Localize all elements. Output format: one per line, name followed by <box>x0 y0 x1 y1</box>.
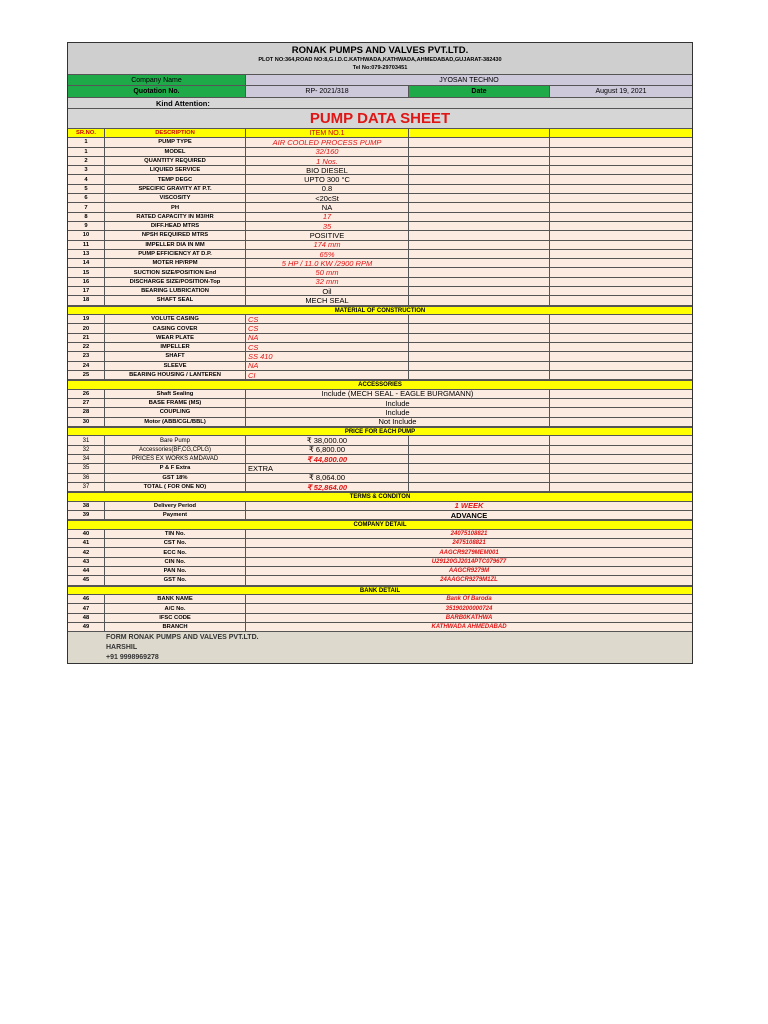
value-cell: MECH SEAL <box>246 296 409 304</box>
description-cell: SHAFT SEAL <box>105 296 246 304</box>
empty-cell <box>550 334 692 342</box>
srno-cell: 15 <box>68 268 105 276</box>
srno-cell: 1 <box>68 138 105 146</box>
description-cell: BRANCH <box>105 623 246 631</box>
srno-cell: 4 <box>68 175 105 183</box>
company-detail-row <box>68 539 692 548</box>
srno-cell: 43 <box>68 558 105 566</box>
price-section-title: PRICE FOR EACH PUMP <box>68 427 692 437</box>
price-value-cell: ₹ 8,064.00 <box>246 474 409 482</box>
empty-cell <box>550 203 692 211</box>
empty-cell <box>550 148 692 156</box>
empty-cell <box>550 213 692 221</box>
date-value: August 19, 2021 <box>550 86 692 97</box>
value-cell: 50 mm <box>246 268 409 276</box>
empty-cell <box>409 194 550 202</box>
empty-cell <box>550 418 692 426</box>
description-cell: Shaft Sealing <box>105 390 246 398</box>
srno-cell: 24 <box>68 362 105 370</box>
detail-value-cell: 24AAGCR9279M1ZL <box>440 577 498 584</box>
description-cell: ECC No. <box>105 548 246 556</box>
company-detail-row <box>68 558 692 567</box>
empty-cell <box>550 362 692 370</box>
bank-detail-row <box>68 604 692 613</box>
spec-row <box>68 203 692 212</box>
spec-row <box>68 278 692 287</box>
value-cell: Include <box>246 408 550 416</box>
price-row <box>68 464 692 473</box>
value-cell: NA <box>246 203 409 211</box>
spec-row <box>68 231 692 240</box>
moc-section-title: MATERIAL OF CONSTRUCTION <box>68 306 692 316</box>
srno-cell: 36 <box>68 474 105 482</box>
bank-detail-row <box>68 614 692 623</box>
empty-cell <box>409 259 550 267</box>
value-cell: NA <box>246 362 409 370</box>
moc-row <box>68 324 692 333</box>
empty-cell <box>409 287 550 295</box>
company-tel: Tel No:079-29703451 <box>352 65 408 71</box>
company-detail-row <box>68 548 692 557</box>
srno-cell: 8 <box>68 213 105 221</box>
description-cell: Delivery Period <box>105 502 246 510</box>
empty-cell <box>409 352 550 360</box>
description-cell: PRICES EX WORKS AMDAVAD <box>105 455 246 463</box>
description-cell: PH <box>105 203 246 211</box>
terms-value-cell: ADVANCE <box>450 510 488 520</box>
footer <box>68 632 692 663</box>
value-cell: Include <box>246 399 550 407</box>
terms-row <box>68 502 692 511</box>
description-cell: PUMP TYPE <box>105 138 246 146</box>
empty-cell <box>550 343 692 351</box>
item-header: ITEM NO.1 <box>246 129 409 137</box>
detail-value-cell: U29120GJ2014PTC079677 <box>431 558 507 565</box>
accessory-row <box>68 418 692 427</box>
empty-cell <box>409 362 550 370</box>
pump-data-sheet <box>67 42 693 664</box>
value-cell: 65% <box>246 250 409 258</box>
column-header-row <box>68 129 692 138</box>
description-cell: PUMP EFFICIENCY AT D.P. <box>105 250 246 258</box>
srno-cell: 22 <box>68 343 105 351</box>
spec-row <box>68 287 692 296</box>
empty-cell <box>550 175 692 183</box>
empty-cell <box>409 464 550 472</box>
company-name-value: JYOSAN TECHNO <box>246 75 692 85</box>
value-cell: AIR COOLED PROCESS PUMP <box>246 138 409 146</box>
description-cell: QUANTITY REQUIRED <box>105 157 246 165</box>
empty-cell <box>550 166 692 174</box>
moc-row <box>68 352 692 361</box>
bank-detail-rows <box>68 595 692 632</box>
empty-cell <box>550 446 692 454</box>
srno-cell: 7 <box>68 203 105 211</box>
empty-cell <box>409 203 550 211</box>
empty-cell <box>550 268 692 276</box>
accessory-row <box>68 408 692 417</box>
empty-cell <box>409 315 550 323</box>
description-cell: BEARING HOUSING / LANTEREN <box>105 371 246 379</box>
bank-detail-row <box>68 623 692 632</box>
price-value-cell: EXTRA <box>246 464 409 472</box>
terms-section-title: TERMS & CONDITON <box>68 492 692 502</box>
srno-cell: 5 <box>68 185 105 193</box>
spec-row <box>68 241 692 250</box>
spec-row <box>68 138 692 147</box>
srno-cell: 45 <box>68 576 105 584</box>
empty-cell <box>409 483 550 491</box>
spec-row <box>68 222 692 231</box>
srno-cell: 27 <box>68 399 105 407</box>
company-detail-rows <box>68 530 692 586</box>
srno-cell: 2 <box>68 157 105 165</box>
company-name-row <box>68 75 692 86</box>
empty-cell <box>550 324 692 332</box>
spec-row <box>68 250 692 259</box>
empty-cell <box>550 371 692 379</box>
moc-row <box>68 371 692 380</box>
empty-cell <box>550 408 692 416</box>
srno-cell: 26 <box>68 390 105 398</box>
empty-cell <box>409 371 550 379</box>
srno-cell: 3 <box>68 166 105 174</box>
detail-value-cell: AAGCR9279M <box>448 568 490 575</box>
spec-row <box>68 259 692 268</box>
description-cell: BANK NAME <box>105 595 246 603</box>
srno-cell: 35 <box>68 464 105 472</box>
footer-phone: +91 9998969278 <box>106 654 159 662</box>
empty-cell <box>409 250 550 258</box>
empty-cell <box>409 474 550 482</box>
description-cell: BASE FRAME (MS) <box>105 399 246 407</box>
company-detail-section-title: COMPANY DETAIL <box>68 520 692 530</box>
value-cell: 5 HP / 11.0 KW /2900 RPM <box>246 259 409 267</box>
spec-row <box>68 166 692 175</box>
description-cell: CST No. <box>105 539 246 547</box>
srno-cell: 31 <box>68 436 105 444</box>
srno-cell: 9 <box>68 222 105 230</box>
quotation-value: RP- 2021/318 <box>246 86 409 97</box>
description-cell: RATED CAPACITY IN M3/HR <box>105 213 246 221</box>
value-cell: 174 mm <box>246 241 409 249</box>
empty-cell <box>409 278 550 286</box>
empty-cell <box>550 483 692 491</box>
empty-cell <box>409 231 550 239</box>
price-row <box>68 446 692 455</box>
srno-cell: 1 <box>68 148 105 156</box>
detail-value-cell: 24075108821 <box>450 530 488 537</box>
srno-cell: 21 <box>68 334 105 342</box>
spec-row <box>68 213 692 222</box>
empty-cell <box>409 213 550 221</box>
empty-cell <box>550 138 692 146</box>
description-cell: TOTAL ( FOR ONE NO) <box>105 483 246 491</box>
description-cell: NPSH REQUIRED MTRS <box>105 231 246 239</box>
description-cell: P & F Extra <box>105 464 246 472</box>
empty-cell <box>550 464 692 472</box>
price-value-cell: ₹ 6,800.00 <box>246 446 409 454</box>
spec-row <box>68 148 692 157</box>
description-cell: CIN No. <box>105 558 246 566</box>
empty-cell <box>550 222 692 230</box>
empty-cell <box>409 324 550 332</box>
accessory-row <box>68 399 692 408</box>
company-name: RONAK PUMPS AND VALVES PVT.LTD. <box>291 45 469 56</box>
description-cell: COUPLING <box>105 408 246 416</box>
moc-rows <box>68 315 692 380</box>
description-cell: IMPELLER DIA IN MM <box>105 241 246 249</box>
empty-cell <box>409 241 550 249</box>
description-cell: Motor (ABB/CGL/BBL) <box>105 418 246 426</box>
company-address: PLOT NO:364,ROAD NO:8,G.I.D.C.KATHWADA,KATHWADA,AHMEDABAD,GUJARAT-382430 <box>258 57 502 63</box>
description-cell: DIFF.HEAD MTRS <box>105 222 246 230</box>
srno-cell: 34 <box>68 455 105 463</box>
empty-cell <box>409 185 550 193</box>
footer-company: FORM RONAK PUMPS AND VALVES PVT.LTD. <box>106 634 259 642</box>
value-cell: SS 410 <box>246 352 409 360</box>
empty-cell <box>550 352 692 360</box>
price-row <box>68 455 692 464</box>
company-detail-row <box>68 530 692 539</box>
empty-cell <box>550 278 692 286</box>
empty-cell <box>409 334 550 342</box>
srno-header: SR.NO. <box>68 129 105 137</box>
terms-row <box>68 511 692 520</box>
srno-cell: 28 <box>68 408 105 416</box>
description-header: DESCRIPTION <box>105 129 246 137</box>
description-cell: Accessories(BF,CG,CPLG) <box>105 446 246 454</box>
empty-cell <box>550 315 692 323</box>
kind-attention: Kind Attention: <box>68 98 692 109</box>
value-cell: 1 Nos. <box>246 157 409 165</box>
price-row <box>68 474 692 483</box>
description-cell: MODEL <box>105 148 246 156</box>
accessory-row <box>68 390 692 399</box>
srno-cell: 37 <box>68 483 105 491</box>
srno-cell: 16 <box>68 278 105 286</box>
price-value-cell: ₹ 52,864.00 <box>246 483 409 491</box>
description-cell: GST 18% <box>105 474 246 482</box>
date-label: Date <box>409 86 550 97</box>
value-cell: CS <box>246 343 409 351</box>
srno-cell: 18 <box>68 296 105 304</box>
description-cell: Bare Pump <box>105 436 246 444</box>
price-value-cell: ₹ 44,800.00 <box>246 455 409 463</box>
value-cell: NA <box>246 334 409 342</box>
description-cell: GST No. <box>105 576 246 584</box>
price-row <box>68 436 692 445</box>
detail-value-cell: BARB0KATHWA <box>445 614 493 621</box>
empty-cell <box>409 175 550 183</box>
description-cell: VISCOSITY <box>105 194 246 202</box>
sheet-title: PUMP DATA SHEET <box>68 109 692 129</box>
value-cell: 17 <box>246 213 409 221</box>
empty-cell <box>409 157 550 165</box>
srno-cell: 38 <box>68 502 105 510</box>
detail-value-cell: KATHWADA AHMEDABAD <box>431 624 507 631</box>
company-header <box>68 43 692 75</box>
price-value-cell: ₹ 38,000.00 <box>246 436 409 444</box>
empty-cell <box>409 148 550 156</box>
quotation-row <box>68 86 692 98</box>
empty-cell <box>409 436 550 444</box>
value-cell: 32 mm <box>246 278 409 286</box>
empty-cell <box>550 287 692 295</box>
spec-row <box>68 157 692 166</box>
accessories-rows <box>68 390 692 427</box>
srno-cell: 48 <box>68 614 105 622</box>
value-cell: CS <box>246 324 409 332</box>
description-cell: PAN No. <box>105 567 246 575</box>
empty-cell <box>550 390 692 398</box>
empty-cell <box>550 436 692 444</box>
value-cell: Not Include <box>246 418 550 426</box>
description-cell: TEMP DEGC <box>105 175 246 183</box>
description-cell: BEARING LUBRICATION <box>105 287 246 295</box>
value-cell: <20cSt <box>246 194 409 202</box>
srno-cell: 42 <box>68 548 105 556</box>
empty-cell <box>550 157 692 165</box>
value-cell: CS <box>246 315 409 323</box>
value-cell: 32/160 <box>246 148 409 156</box>
value-cell: 0.8 <box>246 185 409 193</box>
moc-row <box>68 334 692 343</box>
empty-cell <box>550 296 692 304</box>
description-cell: CASING COVER <box>105 324 246 332</box>
moc-row <box>68 343 692 352</box>
srno-cell: 46 <box>68 595 105 603</box>
empty-header-cell <box>550 129 692 137</box>
price-rows <box>68 436 692 492</box>
value-cell: BIO DIESEL <box>246 166 409 174</box>
value-cell: 35 <box>246 222 409 230</box>
terms-rows <box>68 502 692 521</box>
empty-header-cell <box>409 129 550 137</box>
spec-row <box>68 296 692 305</box>
bank-detail-row <box>68 595 692 604</box>
srno-cell: 11 <box>68 241 105 249</box>
company-detail-row <box>68 576 692 585</box>
srno-cell: 41 <box>68 539 105 547</box>
empty-cell <box>550 231 692 239</box>
srno-cell: 19 <box>68 315 105 323</box>
srno-cell: 30 <box>68 418 105 426</box>
srno-cell: 40 <box>68 530 105 538</box>
empty-cell <box>409 455 550 463</box>
footer-contact-name: HARSHIL <box>106 644 138 652</box>
spec-row <box>68 194 692 203</box>
srno-cell: 13 <box>68 250 105 258</box>
description-cell: A/C No. <box>105 604 246 612</box>
empty-cell <box>550 185 692 193</box>
empty-cell <box>550 474 692 482</box>
srno-cell: 47 <box>68 604 105 612</box>
quotation-label: Quotation No. <box>68 86 246 97</box>
description-cell: TIN No. <box>105 530 246 538</box>
spec-row <box>68 185 692 194</box>
spec-rows <box>68 138 692 305</box>
description-cell: SPECIFIC GRAVITY AT P.T. <box>105 185 246 193</box>
srno-cell: 44 <box>68 567 105 575</box>
detail-value-cell: 2475108821 <box>452 540 486 547</box>
empty-cell <box>409 446 550 454</box>
detail-value-cell: Bank Of Baroda <box>446 596 492 603</box>
description-cell: VOLUTE CASING <box>105 315 246 323</box>
value-cell: POSITIVE <box>246 231 409 239</box>
empty-cell <box>409 296 550 304</box>
value-cell: CI <box>246 371 409 379</box>
empty-cell <box>550 455 692 463</box>
empty-cell <box>550 250 692 258</box>
spec-row <box>68 268 692 277</box>
company-detail-row <box>68 567 692 576</box>
srno-cell: 25 <box>68 371 105 379</box>
description-cell: IFSC CODE <box>105 614 246 622</box>
moc-row <box>68 315 692 324</box>
value-cell: UPTO 300 °C <box>246 175 409 183</box>
srno-cell: 6 <box>68 194 105 202</box>
empty-cell <box>409 222 550 230</box>
value-cell: Include (MECH SEAL - EAGLE BURGMANN) <box>246 390 550 398</box>
srno-cell: 49 <box>68 623 105 631</box>
description-cell: DISCHARGE SIZE/POSITION-Top <box>105 278 246 286</box>
description-cell: SLEEVE <box>105 362 246 370</box>
srno-cell: 14 <box>68 259 105 267</box>
empty-cell <box>550 399 692 407</box>
empty-cell <box>409 138 550 146</box>
value-cell: Oil <box>246 287 409 295</box>
srno-cell: 23 <box>68 352 105 360</box>
srno-cell: 20 <box>68 324 105 332</box>
empty-cell <box>409 343 550 351</box>
empty-cell <box>550 259 692 267</box>
description-cell: MOTER HP/RPM <box>105 259 246 267</box>
empty-cell <box>550 194 692 202</box>
spec-row <box>68 175 692 184</box>
empty-cell <box>409 268 550 276</box>
bank-detail-section-title: BANK DETAIL <box>68 586 692 596</box>
description-cell: WEAR PLATE <box>105 334 246 342</box>
detail-value-cell: 35190200000724 <box>445 605 493 612</box>
srno-cell: 39 <box>68 511 105 519</box>
company-name-label: Company Name <box>68 75 246 85</box>
description-cell: SHAFT <box>105 352 246 360</box>
description-cell: IMPELLER <box>105 343 246 351</box>
empty-cell <box>550 241 692 249</box>
accessories-section-title: ACCESSORIES <box>68 380 692 390</box>
empty-cell <box>409 166 550 174</box>
price-row <box>68 483 692 492</box>
srno-cell: 17 <box>68 287 105 295</box>
description-cell: SUCTION SIZE/POSITION End <box>105 268 246 276</box>
moc-row <box>68 362 692 371</box>
detail-value-cell: AAGCR9279MEM001 <box>439 549 499 556</box>
description-cell: Payment <box>105 511 246 519</box>
srno-cell: 32 <box>68 446 105 454</box>
srno-cell: 10 <box>68 231 105 239</box>
terms-value-cell: 1 WEEK <box>454 501 484 510</box>
description-cell: LIQUIED SERVICE <box>105 166 246 174</box>
